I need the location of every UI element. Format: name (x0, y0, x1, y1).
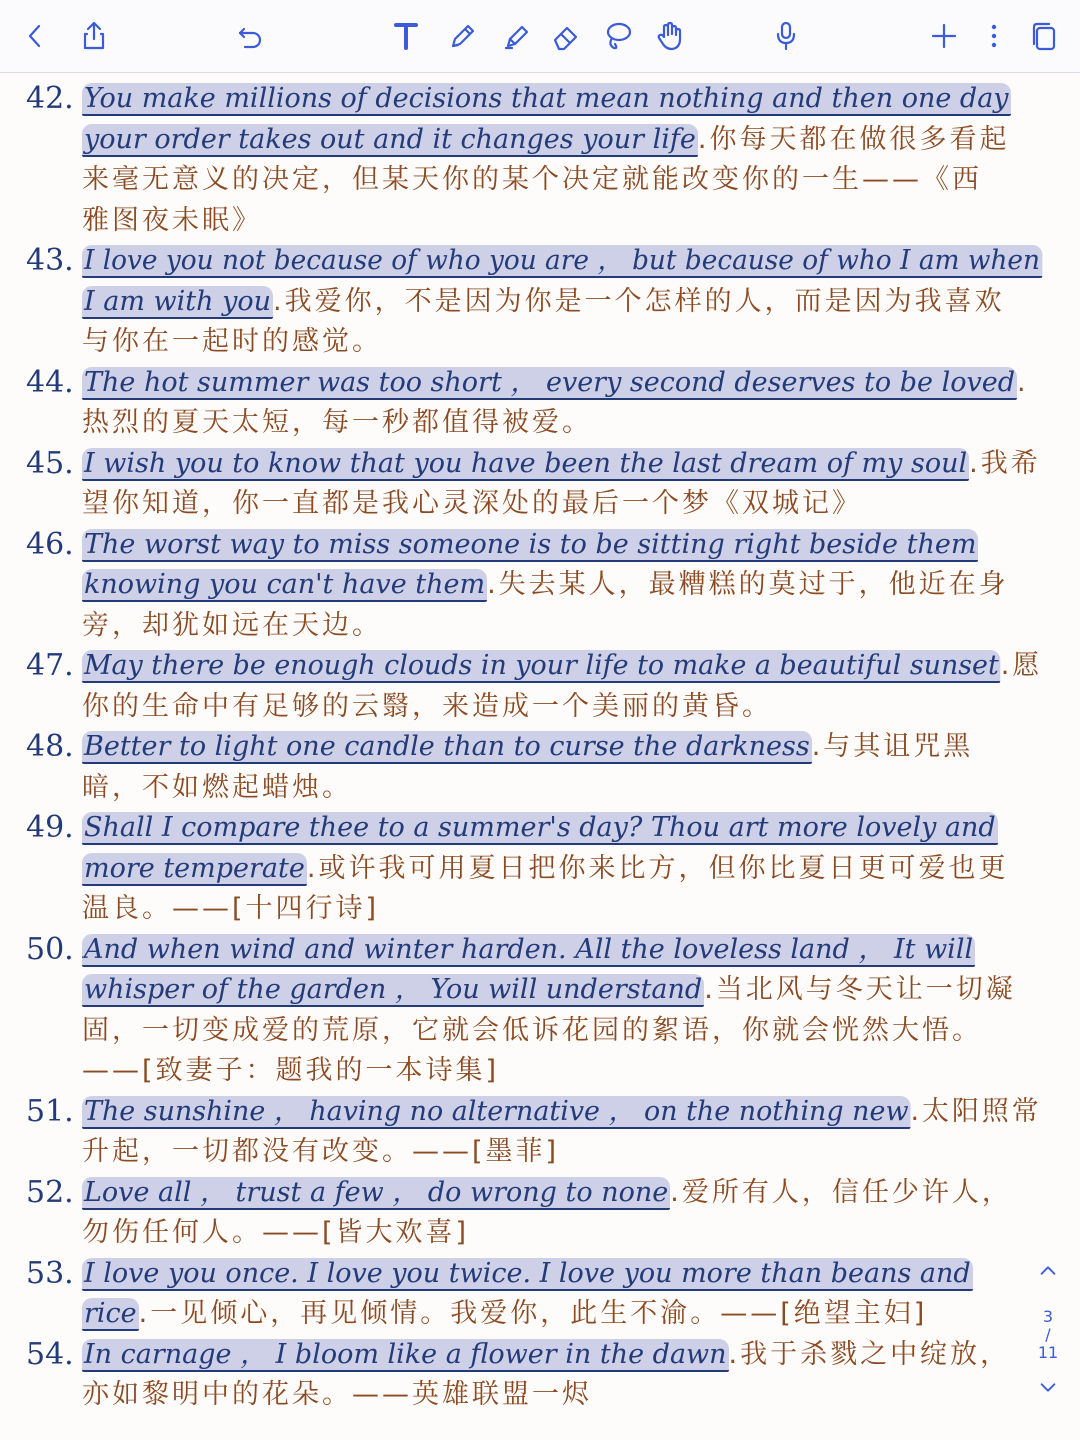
entry-line (82, 1011, 982, 1051)
page-indicator[interactable] (1026, 1260, 1070, 1420)
chinese-translation: .我爱你，不是因为你是一个怎样的人，而是因为我喜欢 (273, 285, 1005, 317)
chinese-translation: .失去某人，最糟糕的莫过于，他近在身 (487, 569, 1009, 600)
note-page[interactable] (0, 73, 1080, 1440)
chinese-translation: .与其诅咒黑 (811, 731, 974, 762)
microphone-icon[interactable] (766, 16, 806, 56)
english-quote-highlight: You make millions of decisions that mean nothing and then one day (84, 83, 1009, 114)
chinese-translation: 热烈的夏天太短，每一秒都值得被爱。 (82, 407, 592, 438)
entry-line (82, 1294, 927, 1334)
total-page-count: 11 (1037, 1343, 1059, 1362)
chinese-translation: 与你在一起时的感觉。 (82, 326, 382, 357)
entry-number: 42. (26, 81, 74, 116)
entry-line (82, 201, 262, 241)
english-quote-highlight: In carnage ， I bloom like a flower in the dawn (84, 1338, 727, 1370)
entry-line (82, 484, 862, 524)
chinese-translation: 旁，却犹如远在天边。 (82, 609, 382, 641)
english-quote-highlight: I love you not because of who you are ， but because of who I am when (83, 245, 1041, 276)
entry-line (82, 970, 1016, 1010)
chinese-translation: .当北风与冬天让一切凝 (704, 974, 1016, 1005)
highlighter-tool-icon[interactable] (496, 16, 536, 56)
entry-line (82, 525, 978, 565)
entry-line (82, 363, 1029, 403)
english-quote-highlight: knowing you can't have them (84, 569, 486, 600)
chinese-translation: .我于杀戮之中绽放， (728, 1338, 1011, 1370)
chinese-translation: 升起，一切都没有改变。——[墨菲] (82, 1136, 560, 1167)
chinese-translation: 雅图夜未眠》 (82, 204, 262, 236)
chinese-translation: .爱所有人，信任少许人， (670, 1176, 1012, 1208)
entry-number: 45. (26, 445, 74, 481)
english-quote-highlight: I wish you to know that you have been the last dream of my soul (84, 447, 968, 479)
chinese-translation: 暗，不如燃起蜡烛。 (82, 771, 352, 803)
entry-number: 54. (26, 1336, 74, 1372)
chinese-translation: 你的生命中有足够的云翳，来造成一个美丽的黄昏。 (82, 690, 772, 722)
chinese-translation: .或许我可用夏日把你来比方，但你比夏日更可爱也更 (306, 852, 1009, 884)
entry-number: 46. (26, 526, 74, 562)
entry-number: 48. (26, 729, 74, 764)
entry-line (82, 444, 1041, 484)
entry-line (82, 1051, 499, 1091)
english-quote-highlight: Better to light one candle than to curse the darkness (84, 731, 810, 762)
english-quote-highlight: Shall I compare thee to a summer's day? Thou art more lovely and (84, 812, 996, 843)
back-chevron-icon[interactable] (16, 16, 56, 56)
chinese-translation: 亦如黎明中的花朵。——英雄联盟一烬 (82, 1379, 592, 1410)
chinese-translation: ——[致妻子：题我的一本诗集] (82, 1055, 500, 1086)
entry-number: 43. (26, 243, 74, 278)
chinese-translation: .愿 (1000, 650, 1043, 681)
chinese-translation: 温良。——[十四行诗] (82, 893, 380, 924)
english-quote-highlight: I love you once. I love you twice. I love you more than beans and (84, 1257, 971, 1289)
english-quote-highlight: The worst way to miss someone is to be sitting right beside them (84, 528, 977, 560)
english-quote-highlight: May there be enough clouds in your life to make a beautiful sunset (83, 650, 999, 681)
english-quote-highlight: And when wind and winter harden. All the loveless land ， It will (84, 933, 974, 965)
chinese-translation: .你每天都在做很多看起 (697, 123, 1010, 155)
share-icon[interactable] (74, 16, 114, 56)
entry-line (82, 1173, 1012, 1213)
entry-line (82, 403, 592, 443)
entry-line (82, 1132, 559, 1172)
page-separator: / (1045, 1325, 1051, 1344)
entry-number: 53. (26, 1255, 74, 1291)
add-icon[interactable] (924, 16, 964, 56)
chinese-translation: .一见倾心，再见倾情。我爱你，此生不渝。——[绝望主妇] (138, 1298, 928, 1329)
entry-line (82, 120, 1009, 160)
english-quote-highlight: whisper of the garden ， You will understand (84, 974, 703, 1005)
entry-line (82, 849, 1008, 889)
entry-line (82, 1213, 469, 1253)
chinese-translation: 勿伤任何人。——[皆大欢喜] (82, 1217, 470, 1248)
text-tool-icon[interactable] (386, 16, 426, 56)
entry-number: 49. (26, 810, 74, 845)
page-down-icon[interactable] (1037, 1376, 1059, 1402)
entry-line (82, 768, 352, 808)
english-quote-highlight: more temperate (84, 852, 305, 884)
entry-line (82, 646, 1042, 686)
entry-line (82, 1375, 592, 1415)
pen-tool-icon[interactable] (442, 16, 482, 56)
page-up-icon[interactable] (1037, 1260, 1059, 1286)
pages-icon[interactable] (1024, 16, 1064, 56)
chinese-translation: 望你知道，你一直都是我心灵深处的最后一个梦《双城记》 (82, 488, 862, 519)
english-quote-highlight: The sunshine ， having no alternative ， on the nothing new (83, 1095, 909, 1127)
entry-line (82, 282, 1005, 322)
english-quote-highlight: rice (84, 1298, 137, 1329)
entry-line (82, 1335, 1010, 1375)
entry-line (82, 241, 1042, 281)
entry-line (82, 1092, 1042, 1132)
chinese-translation: .我希 (969, 447, 1041, 479)
entry-line (82, 565, 1009, 605)
english-quote-highlight: your order takes out and it changes your life (84, 123, 696, 155)
eraser-tool-icon[interactable] (546, 16, 586, 56)
entry-number: 50. (26, 931, 74, 967)
entry-line (82, 1254, 973, 1294)
entry-line (82, 727, 973, 767)
lasso-tool-icon[interactable] (598, 16, 638, 56)
entry-number: 51. (26, 1093, 74, 1129)
chinese-translation: 来毫无意义的决定，但某天你的某个决定就能改变你的一生——《西 (82, 164, 982, 195)
undo-icon[interactable] (230, 16, 270, 56)
more-icon[interactable] (974, 16, 1014, 56)
entry-number: 44. (26, 364, 74, 400)
chinese-translation: .太阳照常 (910, 1095, 1042, 1127)
entry-line (82, 930, 975, 970)
chinese-translation: 固，一切变成爱的荒原，它就会低诉花园的絮语，你就会恍然大悟。 (82, 1014, 982, 1046)
hand-tool-icon[interactable] (650, 16, 690, 56)
english-quote-highlight: Love all ， trust a few ， do wrong to none (84, 1176, 669, 1208)
top-toolbar (0, 0, 1080, 73)
entry-line (82, 160, 982, 200)
chinese-translation: . (1017, 366, 1029, 398)
current-page-number: 3 (1042, 1307, 1054, 1326)
entry-line (82, 889, 379, 929)
entry-line (82, 606, 382, 646)
english-quote-highlight: The hot summer was too short ， every second deserves to be loved (84, 366, 1015, 398)
entry-line (82, 322, 382, 362)
english-quote-highlight: I am with you (84, 285, 271, 317)
entry-line (82, 79, 1011, 119)
entry-line (82, 808, 998, 848)
entry-number: 47. (26, 648, 74, 683)
entry-number: 52. (26, 1174, 74, 1210)
entry-line (82, 687, 772, 727)
